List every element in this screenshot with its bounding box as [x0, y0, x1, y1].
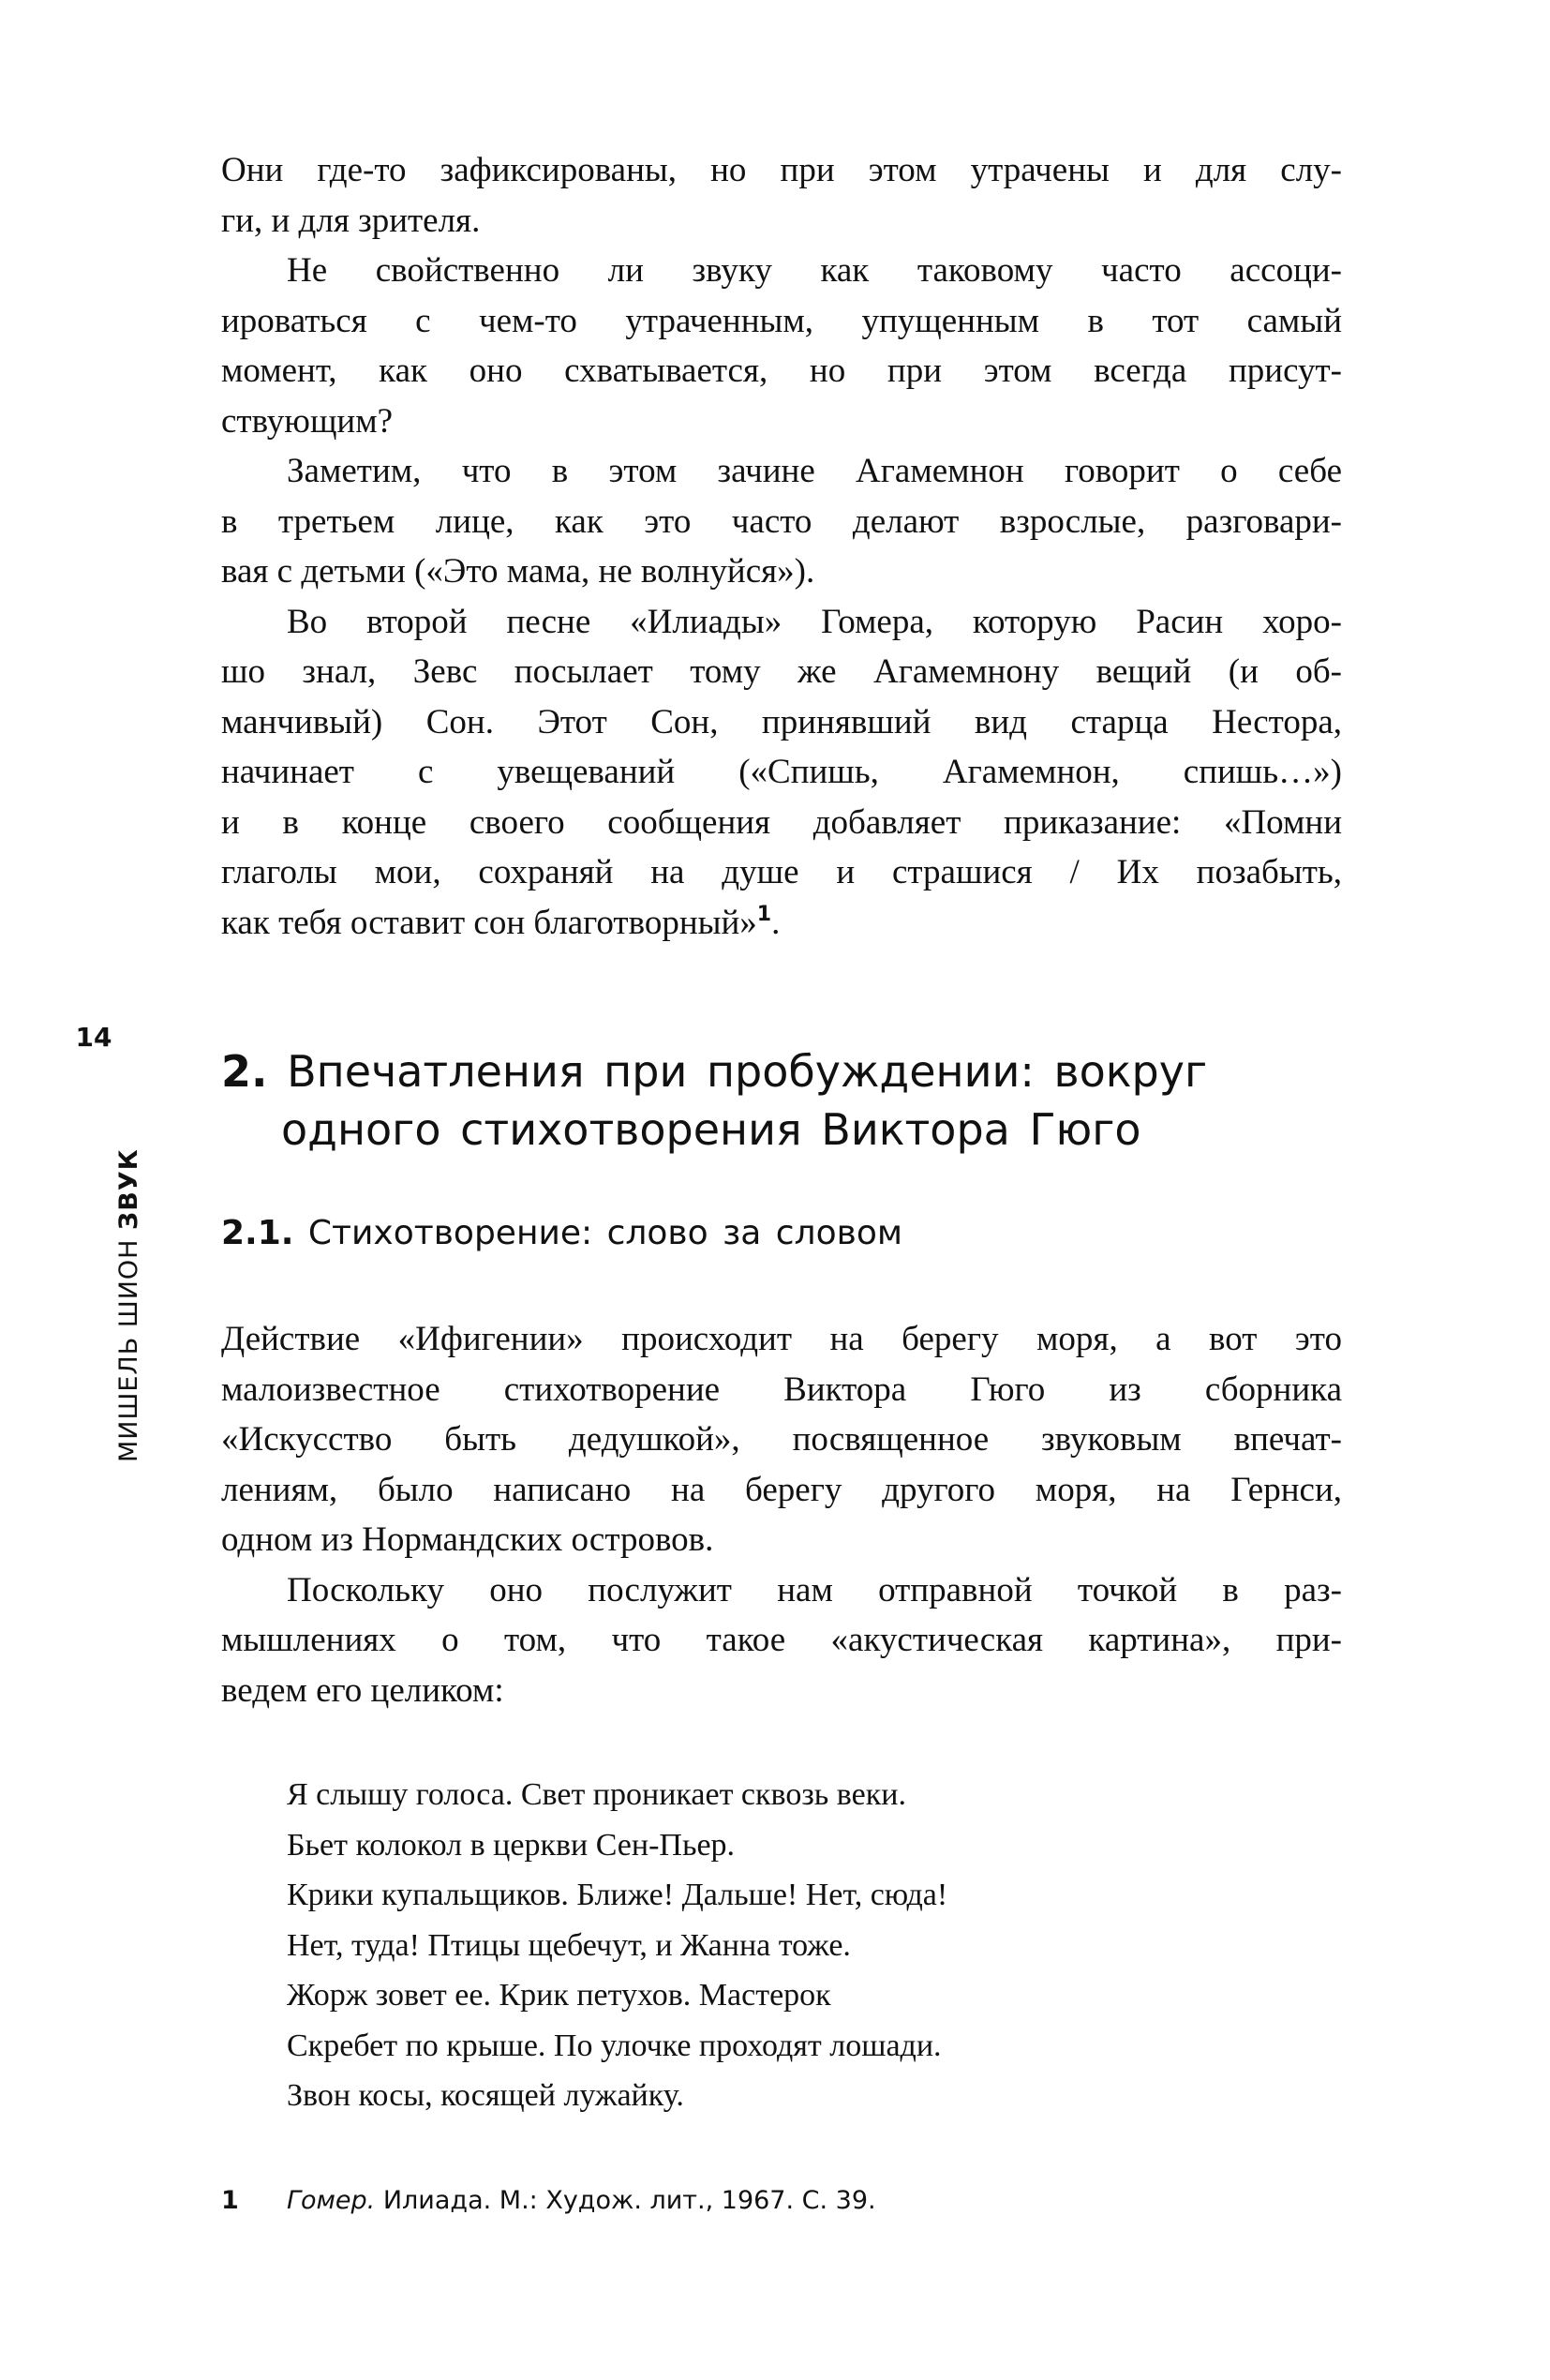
text-line: вая с детьми («Это мама, не волнуйся»). [221, 552, 815, 591]
text-line: «Искусство быть дедушкой», посвященное звуковым впечат- [221, 1420, 1342, 1459]
text-line: Не свойственно ли звуку как таковому часто ассоци- [287, 251, 1342, 290]
poem-line: Крики купальщиков. Ближе! Дальше! Нет, сюда! [287, 1878, 948, 1912]
running-head-title: ЗВУК [114, 1148, 143, 1230]
text-line: ведем его целиком: [221, 1670, 504, 1710]
footnote-reference[interactable]: 1 [756, 902, 772, 926]
section-paragraphs [221, 1314, 1342, 1715]
text-line: Они где-то зафиксированы, но при этом утрачены и для слу- [221, 151, 1342, 189]
poem-line: Нет, туда! Птицы щебечут, и Жанна тоже. [287, 1927, 851, 1963]
poem-line: Я слышу голоса. Свет проникает сквозь веки. [287, 1777, 906, 1812]
footnote-citation: Илиада. М.: Худож. лит., 1967. С. 39. [375, 2186, 876, 2215]
text-line: Поскольку оно послужит нам отправной точкой в раз- [287, 1570, 1342, 1609]
page-number: 14 [75, 1022, 112, 1053]
poem-quote [287, 1770, 947, 2121]
section-title-line2: одного стихотворения Виктора Гюго [281, 1104, 1141, 1155]
poem-line: Бьет колокол в церкви Сен-Пьер. [287, 1827, 736, 1863]
running-head-author: МИШЕЛЬ ШИОН [114, 1238, 143, 1462]
text-line: ги, и для зрителя. [221, 201, 481, 240]
page-margin [70, 1022, 117, 1481]
poem-line: Жорж зовет ее. Крик петухов. Мастерок [287, 1978, 831, 2013]
text-line: лениям, было написано на берегу другого моря, на Гернси, [221, 1470, 1342, 1509]
text-line: манчивый) Сон. Этот Сон, принявший вид старца Нестора, [221, 702, 1342, 741]
text-line: малоизвестное стихотворение Виктора Гюго из сборника [221, 1370, 1342, 1409]
text-line: начинает с увещеваний («Спишь, Агамемнон, спишь…») [221, 753, 1342, 791]
text-line-content: как тебя оставит сон благотворный» [221, 903, 757, 942]
poem-line: Скребет по крыше. По улочке проходят лошади. [287, 2028, 942, 2063]
text-line: в третьем лице, как это часто делают взрослые, разговари- [221, 501, 1342, 541]
footnote [221, 2184, 876, 2218]
text-line: Действие «Ифигении» происходит на берегу моря, а вот это [221, 1320, 1342, 1358]
text-line: Во второй песне «Илиады» Гомера, которую Расин хоро- [287, 602, 1342, 641]
text-line: Заметим, что в этом зачине Агамемнон говорит о себе [287, 452, 1342, 490]
footnote-number: 1 [221, 2186, 239, 2215]
text-line: и в конце своего сообщения добавляет приказание: «Помни [221, 802, 1342, 842]
section-heading [221, 1042, 1207, 1159]
subsection-number: 2.1. [221, 1214, 294, 1252]
subsection-heading [221, 1213, 902, 1254]
running-head [114, 1148, 143, 1462]
text-line: ствующим? [221, 401, 394, 441]
section-title-line1: Впечатления при пробуждении: вокруг [287, 1046, 1208, 1097]
sentence-end: . [771, 903, 781, 942]
intro-paragraphs [221, 145, 1342, 948]
text-line: глаголы мои, сохраняй на душе и страшися / Их позабыть, [221, 853, 1342, 891]
text-line: момент, как оно схватывается, но при этом всегда присут- [221, 352, 1342, 390]
text-line: шо знал, Зевс посылает тому же Агамемнону вещий (и об- [221, 652, 1342, 691]
subsection-title: Стихотворение: слово за словом [307, 1214, 902, 1252]
text-line-last [221, 898, 1342, 949]
text-line: ироваться с чем-то утраченным, упущенным в тот самый [221, 301, 1342, 340]
footnote-author: Гомер. [287, 2186, 376, 2215]
poem-line: Звон косы, косящей лужайку. [287, 2078, 684, 2113]
section-number: 2. [221, 1046, 268, 1097]
text-line: мышлениях о том, что такое «акустическая картина», при- [221, 1621, 1342, 1659]
text-line: одном из Нормандских островов. [221, 1520, 714, 1559]
